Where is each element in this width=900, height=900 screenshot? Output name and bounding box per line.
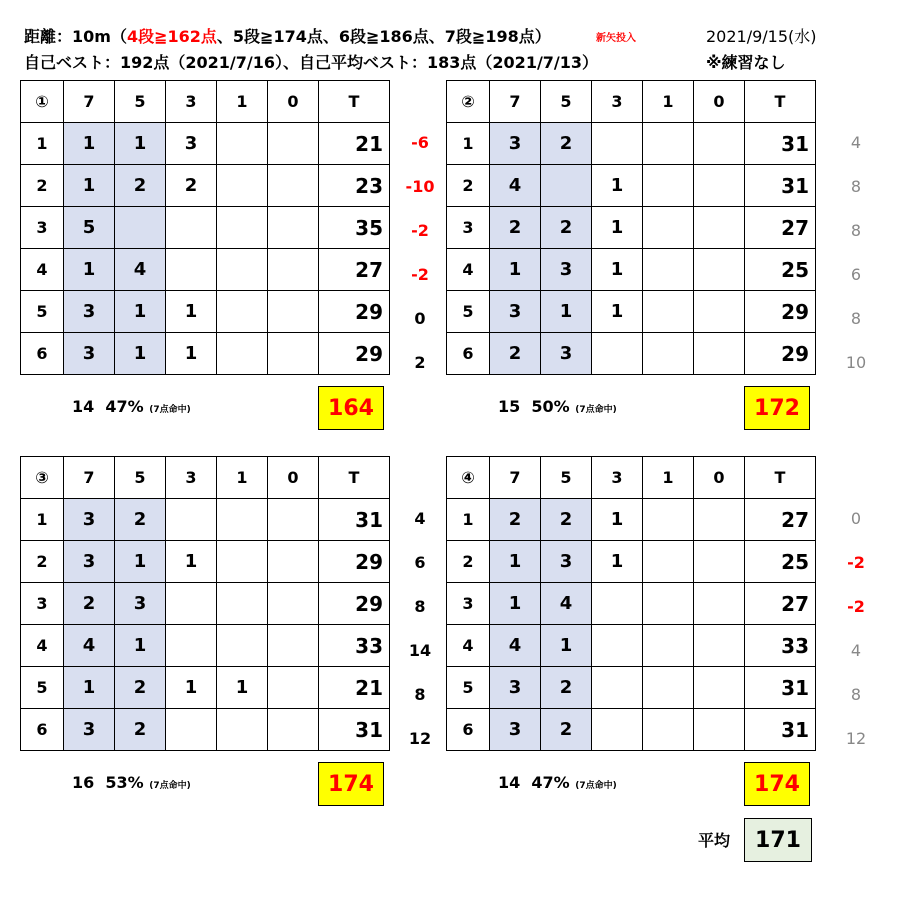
end-total: 33 [319, 625, 390, 667]
distance-prefix: 距離：10m（ [24, 27, 127, 46]
table-row [447, 709, 816, 751]
count-0 [694, 333, 745, 375]
col-header: 5 [541, 457, 592, 499]
count-3 [592, 667, 643, 709]
date-label: 2021/9/15(水) [706, 27, 817, 46]
col-header-total: T [319, 457, 390, 499]
end-total: 29 [745, 291, 816, 333]
count-1 [643, 333, 694, 375]
end-number: 6 [447, 333, 490, 375]
count-0 [694, 667, 745, 709]
end-total: 21 [319, 123, 390, 165]
count-1 [217, 207, 268, 249]
rank-rest: 、5段≧174点、6段≧186点、7段≧198点） [216, 27, 551, 46]
count-0 [268, 709, 319, 751]
count-1 [217, 165, 268, 207]
count-7: 3 [490, 123, 541, 165]
count-1 [643, 541, 694, 583]
count-3: 1 [592, 249, 643, 291]
count-0 [268, 583, 319, 625]
end-number: 2 [21, 541, 64, 583]
count-3: 1 [166, 291, 217, 333]
diff-value: -2 [411, 265, 429, 284]
count-3 [166, 625, 217, 667]
count-7: 2 [64, 583, 115, 625]
count-1 [643, 625, 694, 667]
end-total: 23 [319, 165, 390, 207]
count-1 [217, 291, 268, 333]
score-table-3 [20, 456, 390, 751]
end-number: 2 [21, 165, 64, 207]
count-5 [115, 207, 166, 249]
col-header: 5 [115, 457, 166, 499]
count-5: 2 [541, 123, 592, 165]
end-total: 27 [319, 249, 390, 291]
diff-value: 0 [414, 309, 426, 328]
end-total: 29 [319, 333, 390, 375]
end-number: 2 [447, 165, 490, 207]
end-number: 1 [21, 499, 64, 541]
count-7: 2 [490, 333, 541, 375]
diff-value: -6 [411, 133, 429, 152]
diff-value: -2 [847, 597, 865, 616]
diff-value: -10 [405, 177, 435, 196]
count-0 [268, 165, 319, 207]
round-total-4: 174 [744, 762, 810, 806]
count-7: 3 [490, 709, 541, 751]
count-5: 3 [541, 249, 592, 291]
count-3 [592, 625, 643, 667]
table-row [21, 123, 390, 165]
count-5: 4 [115, 249, 166, 291]
count-1 [643, 667, 694, 709]
table-row [447, 541, 816, 583]
cumulative-value: 12 [408, 729, 432, 748]
count-3: 2 [166, 165, 217, 207]
count-5: 2 [541, 499, 592, 541]
end-number: 5 [21, 291, 64, 333]
score-table-4 [446, 456, 816, 751]
count-0 [694, 625, 745, 667]
end-number: 3 [21, 583, 64, 625]
end-number: 5 [447, 667, 490, 709]
hit-note: (7点命中) [149, 781, 191, 791]
col-header: 3 [592, 457, 643, 499]
count-0 [694, 249, 745, 291]
cumulative-value: 4 [414, 509, 426, 528]
count-5: 3 [541, 541, 592, 583]
hit-percent: 50% [531, 397, 570, 416]
count-7: 3 [490, 667, 541, 709]
hit-count: 15 [498, 397, 521, 416]
end-total: 31 [745, 165, 816, 207]
col-header: 1 [643, 81, 694, 123]
col-header: 0 [694, 457, 745, 499]
count-1 [643, 583, 694, 625]
count-5: 2 [541, 667, 592, 709]
end-total: 25 [745, 541, 816, 583]
count-7: 1 [64, 249, 115, 291]
count-1 [643, 499, 694, 541]
col-header: 3 [592, 81, 643, 123]
table-row [21, 709, 390, 751]
table-row [21, 249, 390, 291]
count-3: 1 [592, 499, 643, 541]
end-total: 29 [745, 333, 816, 375]
end-number: 3 [21, 207, 64, 249]
count-3: 1 [166, 667, 217, 709]
count-3: 1 [592, 165, 643, 207]
hit-stats-1 [72, 397, 191, 416]
end-total: 33 [745, 625, 816, 667]
count-5: 2 [541, 709, 592, 751]
table-row [447, 333, 816, 375]
count-5: 2 [115, 709, 166, 751]
count-7: 5 [64, 207, 115, 249]
count-7: 1 [64, 123, 115, 165]
table-row [447, 249, 816, 291]
hit-percent: 47% [105, 397, 144, 416]
end-total: 31 [745, 123, 816, 165]
count-7: 3 [64, 709, 115, 751]
end-total: 35 [319, 207, 390, 249]
table-row [447, 583, 816, 625]
table-row [21, 291, 390, 333]
count-0 [694, 541, 745, 583]
count-0 [694, 499, 745, 541]
count-3 [592, 583, 643, 625]
table-row [447, 165, 816, 207]
count-0 [268, 667, 319, 709]
diff-value: 4 [850, 641, 862, 660]
average-label: 平均 [698, 831, 731, 850]
cumulative-value: 8 [414, 685, 426, 704]
count-5: 1 [541, 625, 592, 667]
table-row [21, 333, 390, 375]
count-1 [643, 123, 694, 165]
table-row [21, 499, 390, 541]
count-7: 1 [64, 667, 115, 709]
table-row [447, 499, 816, 541]
count-0 [694, 709, 745, 751]
table-row [447, 291, 816, 333]
col-header: 1 [643, 457, 694, 499]
cumulative-value: 8 [850, 177, 862, 196]
col-header: 0 [268, 81, 319, 123]
count-1 [643, 291, 694, 333]
count-5: 2 [115, 165, 166, 207]
count-0 [694, 207, 745, 249]
round-total-3: 174 [318, 762, 384, 806]
cumulative-value: 6 [850, 265, 862, 284]
count-3: 1 [166, 541, 217, 583]
count-1 [643, 207, 694, 249]
end-total: 27 [745, 583, 816, 625]
round-label: ② [447, 81, 490, 123]
col-header-total: T [745, 81, 816, 123]
count-0 [268, 207, 319, 249]
count-7: 3 [490, 291, 541, 333]
count-5: 2 [541, 207, 592, 249]
table-row [21, 541, 390, 583]
col-header: 3 [166, 81, 217, 123]
end-total: 27 [745, 499, 816, 541]
hit-count: 14 [498, 773, 521, 792]
count-5: 2 [115, 667, 166, 709]
count-0 [694, 583, 745, 625]
count-7: 4 [490, 625, 541, 667]
hit-percent: 53% [105, 773, 144, 792]
end-number: 4 [447, 249, 490, 291]
col-header: 0 [694, 81, 745, 123]
table-row [21, 667, 390, 709]
diff-value: -2 [411, 221, 429, 240]
end-total: 31 [745, 709, 816, 751]
table-row [447, 123, 816, 165]
count-0 [268, 499, 319, 541]
count-7: 3 [64, 499, 115, 541]
end-total: 25 [745, 249, 816, 291]
end-number: 6 [447, 709, 490, 751]
count-1 [217, 625, 268, 667]
end-total: 27 [745, 207, 816, 249]
end-number: 2 [447, 541, 490, 583]
table-row [21, 625, 390, 667]
hit-stats-3 [72, 773, 191, 792]
hit-percent: 47% [531, 773, 570, 792]
hit-note: (7点命中) [575, 781, 617, 791]
col-header: 7 [64, 81, 115, 123]
count-7: 3 [64, 541, 115, 583]
col-header: 5 [115, 81, 166, 123]
count-5: 1 [115, 291, 166, 333]
count-0 [268, 333, 319, 375]
count-1 [643, 165, 694, 207]
count-3: 1 [592, 207, 643, 249]
col-header: 3 [166, 457, 217, 499]
round-total-1: 164 [318, 386, 384, 430]
end-number: 5 [447, 291, 490, 333]
count-5: 3 [115, 583, 166, 625]
count-0 [694, 165, 745, 207]
end-total: 31 [745, 667, 816, 709]
end-number: 6 [21, 333, 64, 375]
end-number: 6 [21, 709, 64, 751]
col-header: 0 [268, 457, 319, 499]
diff-value: -2 [847, 553, 865, 572]
count-7: 1 [490, 583, 541, 625]
diff-value: 8 [850, 685, 862, 704]
end-number: 5 [21, 667, 64, 709]
cumulative-value: 8 [414, 597, 426, 616]
end-total: 29 [319, 583, 390, 625]
count-3: 1 [166, 333, 217, 375]
count-1 [217, 123, 268, 165]
end-total: 31 [319, 709, 390, 751]
table-row [447, 625, 816, 667]
new-arrow-note: 新矢投入 [596, 33, 636, 44]
col-header: 7 [490, 457, 541, 499]
count-3 [166, 583, 217, 625]
count-0 [268, 541, 319, 583]
cumulative-value: 14 [408, 641, 432, 660]
count-3 [592, 709, 643, 751]
count-5 [541, 165, 592, 207]
count-3 [592, 123, 643, 165]
count-0 [268, 625, 319, 667]
count-7: 3 [64, 333, 115, 375]
end-number: 1 [447, 499, 490, 541]
count-1 [217, 249, 268, 291]
cumulative-value: 4 [850, 133, 862, 152]
count-1 [217, 541, 268, 583]
count-3 [592, 333, 643, 375]
hit-count: 16 [72, 773, 95, 792]
table-row [447, 207, 816, 249]
end-number: 3 [447, 583, 490, 625]
col-header-total: T [745, 457, 816, 499]
end-number: 4 [447, 625, 490, 667]
count-5: 2 [115, 499, 166, 541]
end-number: 4 [21, 625, 64, 667]
count-7: 3 [64, 291, 115, 333]
count-3: 1 [592, 291, 643, 333]
distance-rank-line [24, 24, 551, 47]
count-0 [694, 123, 745, 165]
table-row [447, 667, 816, 709]
table-row [21, 165, 390, 207]
table-row [21, 207, 390, 249]
cumulative-value: 10 [845, 353, 867, 372]
count-1 [643, 249, 694, 291]
hit-count: 14 [72, 397, 95, 416]
count-0 [694, 291, 745, 333]
hit-stats-4 [498, 773, 617, 792]
count-7: 1 [64, 165, 115, 207]
end-total: 29 [319, 541, 390, 583]
hit-stats-2 [498, 397, 617, 416]
count-7: 4 [64, 625, 115, 667]
count-1 [217, 709, 268, 751]
count-1 [643, 709, 694, 751]
end-total: 29 [319, 291, 390, 333]
count-5: 4 [541, 583, 592, 625]
no-practice-note: ※練習なし [706, 53, 786, 72]
col-header: 1 [217, 457, 268, 499]
cumulative-value: 8 [850, 309, 862, 328]
score-table-2 [446, 80, 816, 375]
count-0 [268, 123, 319, 165]
end-total: 31 [319, 499, 390, 541]
count-5: 1 [541, 291, 592, 333]
cumulative-value: 8 [850, 221, 862, 240]
count-3 [166, 249, 217, 291]
col-header: 1 [217, 81, 268, 123]
count-0 [268, 249, 319, 291]
count-1 [217, 333, 268, 375]
end-number: 4 [21, 249, 64, 291]
score-table-1 [20, 80, 390, 375]
count-5: 1 [115, 541, 166, 583]
count-7: 1 [490, 249, 541, 291]
diff-value: 12 [845, 729, 867, 748]
diff-value: 0 [850, 509, 862, 528]
count-1: 1 [217, 667, 268, 709]
count-7: 1 [490, 541, 541, 583]
count-3: 1 [592, 541, 643, 583]
round-label: ① [21, 81, 64, 123]
diff-value: 2 [414, 353, 426, 372]
count-3 [166, 499, 217, 541]
col-header-total: T [319, 81, 390, 123]
count-5: 3 [541, 333, 592, 375]
hit-note: (7点命中) [149, 405, 191, 415]
end-number: 3 [447, 207, 490, 249]
count-5: 1 [115, 123, 166, 165]
count-3: 3 [166, 123, 217, 165]
count-5: 1 [115, 625, 166, 667]
end-number: 1 [447, 123, 490, 165]
col-header: 7 [64, 457, 115, 499]
count-7: 2 [490, 207, 541, 249]
rank-4dan: 4段≧162点 [126, 27, 217, 46]
average-value: 171 [744, 818, 812, 862]
count-0 [268, 291, 319, 333]
count-1 [217, 583, 268, 625]
cumulative-value: 6 [414, 553, 426, 572]
round-total-2: 172 [744, 386, 810, 430]
hit-note: (7点命中) [575, 405, 617, 415]
count-7: 4 [490, 165, 541, 207]
end-total: 21 [319, 667, 390, 709]
personal-best-line: 自己ベスト：192点（2021/7/16）、自己平均ベスト：183点（2021/7/13） [24, 53, 599, 72]
count-1 [217, 499, 268, 541]
col-header: 5 [541, 81, 592, 123]
end-number: 1 [21, 123, 64, 165]
col-header: 7 [490, 81, 541, 123]
table-row [21, 583, 390, 625]
round-label: ③ [21, 457, 64, 499]
count-7: 2 [490, 499, 541, 541]
round-label: ④ [447, 457, 490, 499]
count-5: 1 [115, 333, 166, 375]
count-3 [166, 709, 217, 751]
count-3 [166, 207, 217, 249]
